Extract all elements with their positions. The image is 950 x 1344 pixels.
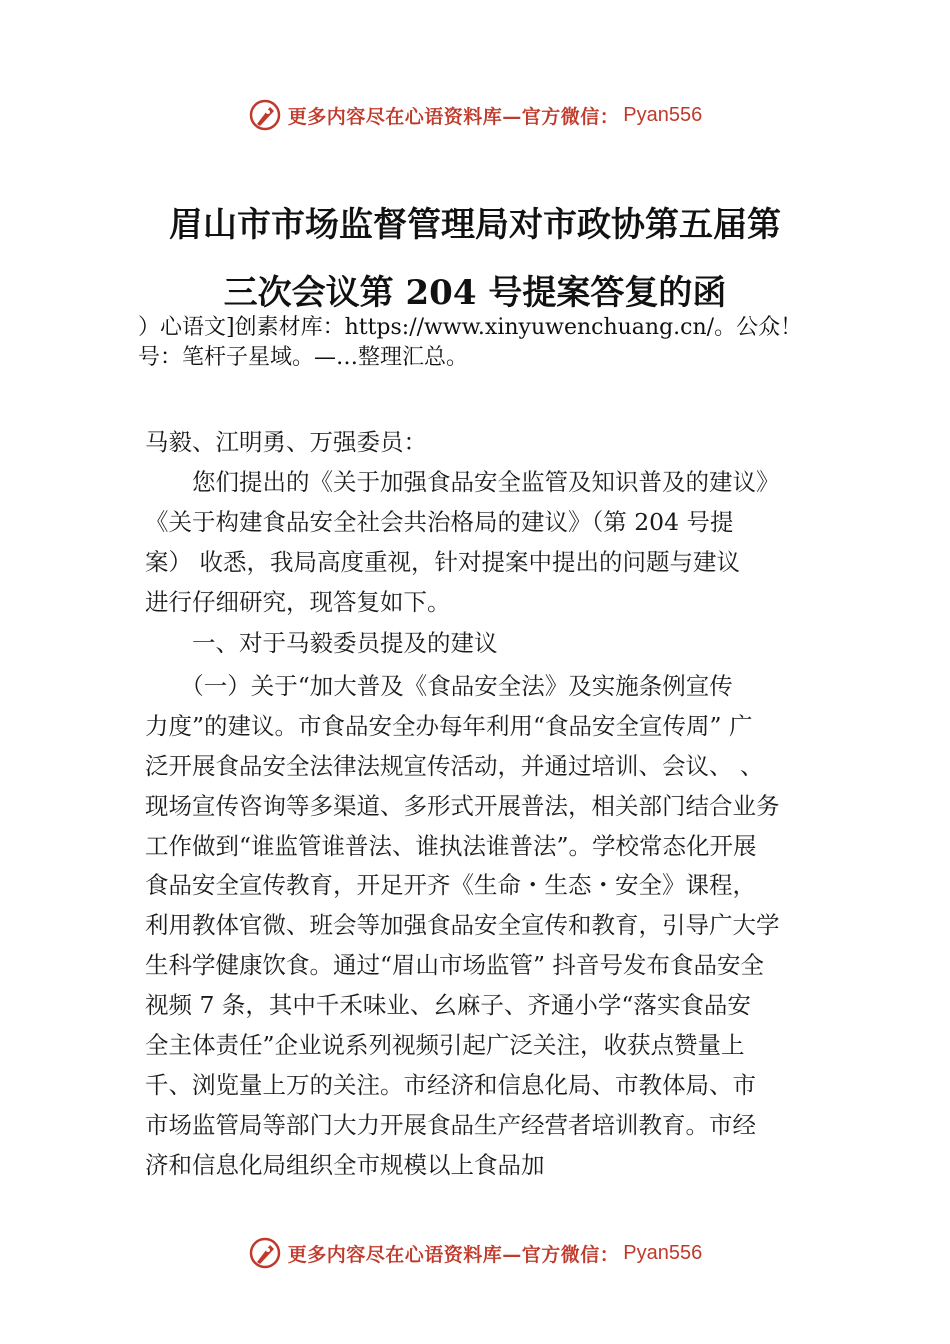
body-line: 力度”的建议。市食品安全办每年利用“食品安全宣传周” 广	[145, 712, 753, 740]
body-line: 生科学健康饮食。通过“眉山市场监管” 抖音号发布食品安全	[145, 951, 764, 979]
section-heading: 一、对于马毅委员提及的建议	[145, 629, 498, 657]
body-line: 视频 7 条，其中千禾味业、幺麻子、齐通小学“落实食品安	[145, 991, 751, 1019]
banner-account: Pyan556	[623, 103, 703, 126]
source-note-line-1: ）心语文]创素材库：https://www.xinyuwenchuang.cn/。公众！	[138, 315, 803, 340]
header-banner	[0, 95, 950, 135]
body-line: 食品安全宣传教育，开足开齐《生命・生态・安全》课程，	[145, 871, 756, 899]
body-line: 《关于构建食品安全社会共治格局的建议》（第 204 号提	[145, 508, 734, 536]
body-line: 全主体责任”企业说系列视频引起广泛关注，收获点赞量上	[145, 1031, 745, 1059]
body-line: 泛开展食品安全法律法规宣传活动，并通过培训、会议、 、	[145, 752, 764, 780]
body-line: 千、浏览量上万的关注。市经济和信息化局、市教体局、市	[145, 1071, 756, 1099]
body-line: 市场监管局等部门大力开展食品生产经营者培训教育。市经	[145, 1111, 756, 1139]
body-line: 现场宣传咨询等多渠道、多形式开展普法，相关部门结合业务	[145, 792, 780, 820]
document-title-line-2: 三次会议第 204 号提案答复的函	[223, 273, 727, 313]
banner-text: 更多内容尽在心语资料库—官方微信：	[287, 1243, 620, 1266]
pen-nib-circle-icon	[248, 98, 282, 132]
banner-text: 更多内容尽在心语资料库—官方微信：	[287, 105, 620, 128]
pen-nib-circle-icon	[248, 1236, 282, 1270]
body-line: （一）关于“加大普及《食品安全法》及实施条例宣传	[145, 672, 733, 700]
body-line: 济和信息化局组织全市规模以上食品加	[145, 1151, 545, 1179]
document-title-line-1: 眉山市市场监督管理局对市政协第五届第	[169, 205, 781, 245]
body-line: 进行仔细研究，现答复如下。	[145, 588, 451, 616]
source-note-line-2: 号：笔杆子星域。—…整理汇总。	[138, 345, 469, 370]
body-line: 您们提出的《关于加强食品安全监管及知识普及的建议》	[145, 468, 780, 496]
body-line: 马毅、江明勇、万强委员：	[145, 428, 427, 456]
footer-banner	[0, 1233, 950, 1273]
banner-account: Pyan556	[623, 1241, 703, 1264]
body-line: 工作做到“谁监管谁普法、谁执法谁普法”。学校常态化开展	[145, 832, 757, 860]
body-line: 利用教体官微、班会等加强食品安全宣传和教育，引导广大学	[145, 911, 780, 939]
body-line: 案） 收悉，我局高度重视，针对提案中提出的问题与建议	[145, 548, 740, 576]
